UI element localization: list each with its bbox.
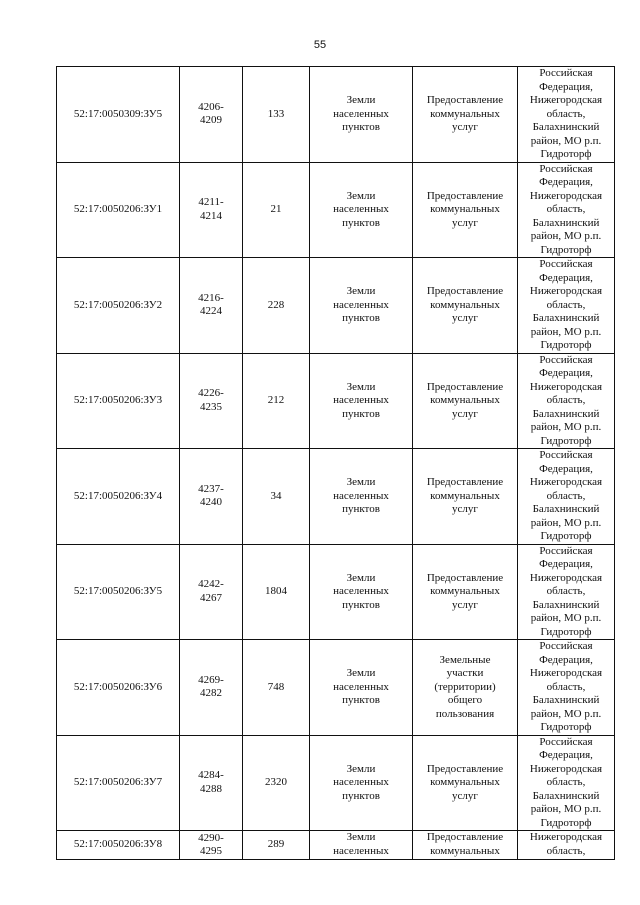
cadastral-number-cell: 52:17:0050206:ЗУ5 [57,544,180,640]
land-plots-table [56,66,615,860]
table-row [57,67,615,163]
land-category-cell: Земли населенных пунктов [310,258,413,354]
table-row [57,449,615,545]
cadastral-number-cell: 52:17:0050206:ЗУ8 [57,831,180,860]
permitted-use-cell: Предоставление коммунальных услуг [413,353,518,449]
table-row [57,544,615,640]
boundary-points-cell: 4237- 4240 [180,449,243,545]
area-cell: 2320 [243,735,310,831]
boundary-points-cell: 4284- 4288 [180,735,243,831]
land-category-cell: Земли населенных пунктов [310,353,413,449]
page-number: 55 [313,39,327,51]
land-category-cell: Земли населенных пунктов [310,640,413,736]
boundary-points-cell: 4226- 4235 [180,353,243,449]
cadastral-number-cell: 52:17:0050206:ЗУ7 [57,735,180,831]
table-row [57,162,615,258]
land-category-cell: Земли населенных пунктов [310,67,413,163]
address-cell: Российская Федерация, Нижегородская область, Балахнинский район, МО р.п. Гидроторф [518,449,615,545]
permitted-use-cell: Предоставление коммунальных услуг [413,544,518,640]
address-cell: Российская Федерация, Нижегородская область, Балахнинский район, МО р.п. Гидроторф [518,162,615,258]
address-cell: Российская Федерация, Нижегородская область, Балахнинский район, МО р.п. Гидроторф [518,67,615,163]
area-cell: 1804 [243,544,310,640]
address-cell: Российская Федерация, Нижегородская область, Балахнинский район, МО р.п. Гидроторф [518,258,615,354]
land-category-cell: Земли населенных пунктов [310,735,413,831]
land-category-cell: Земли населенных [310,831,413,860]
table-row [57,735,615,831]
land-category-cell: Земли населенных пунктов [310,162,413,258]
permitted-use-cell: Предоставление коммунальных услуг [413,67,518,163]
boundary-points-cell: 4290- 4295 [180,831,243,860]
boundary-points-cell: 4206- 4209 [180,67,243,163]
permitted-use-cell: Предоставление коммунальных услуг [413,449,518,545]
area-cell: 133 [243,67,310,163]
permitted-use-cell: Предоставление коммунальных [413,831,518,860]
table-row [57,640,615,736]
boundary-points-cell: 4211- 4214 [180,162,243,258]
address-cell: Российская Федерация, Нижегородская область, Балахнинский район, МО р.п. Гидроторф [518,640,615,736]
boundary-points-cell: 4269- 4282 [180,640,243,736]
permitted-use-cell: Предоставление коммунальных услуг [413,258,518,354]
cadastral-number-cell: 52:17:0050206:ЗУ6 [57,640,180,736]
address-cell: Российская Федерация, Нижегородская область, Балахнинский район, МО р.п. Гидроторф [518,735,615,831]
boundary-points-cell: 4242- 4267 [180,544,243,640]
address-cell: Российская Федерация, Нижегородская область, Балахнинский район, МО р.п. Гидроторф [518,544,615,640]
area-cell: 34 [243,449,310,545]
permitted-use-cell: Предоставление коммунальных услуг [413,735,518,831]
table-row [57,258,615,354]
land-category-cell: Земли населенных пунктов [310,544,413,640]
area-cell: 212 [243,353,310,449]
area-cell: 289 [243,831,310,860]
address-cell: Российская Федерация, Нижегородская область, Балахнинский район, МО р.п. Гидроторф [518,353,615,449]
permitted-use-cell: Предоставление коммунальных услуг [413,162,518,258]
table-row [57,353,615,449]
cadastral-number-cell: 52:17:0050206:ЗУ1 [57,162,180,258]
land-plots-table-body [57,67,615,860]
boundary-points-cell: 4216- 4224 [180,258,243,354]
land-category-cell: Земли населенных пунктов [310,449,413,545]
permitted-use-cell: Земельные участки (территории) общего пользования [413,640,518,736]
cadastral-number-cell: 52:17:0050309:ЗУ5 [57,67,180,163]
area-cell: 228 [243,258,310,354]
address-cell: Нижегородская область, [518,831,615,860]
cadastral-number-cell: 52:17:0050206:ЗУ4 [57,449,180,545]
table-row [57,831,615,860]
area-cell: 748 [243,640,310,736]
cadastral-number-cell: 52:17:0050206:ЗУ3 [57,353,180,449]
cadastral-number-cell: 52:17:0050206:ЗУ2 [57,258,180,354]
area-cell: 21 [243,162,310,258]
